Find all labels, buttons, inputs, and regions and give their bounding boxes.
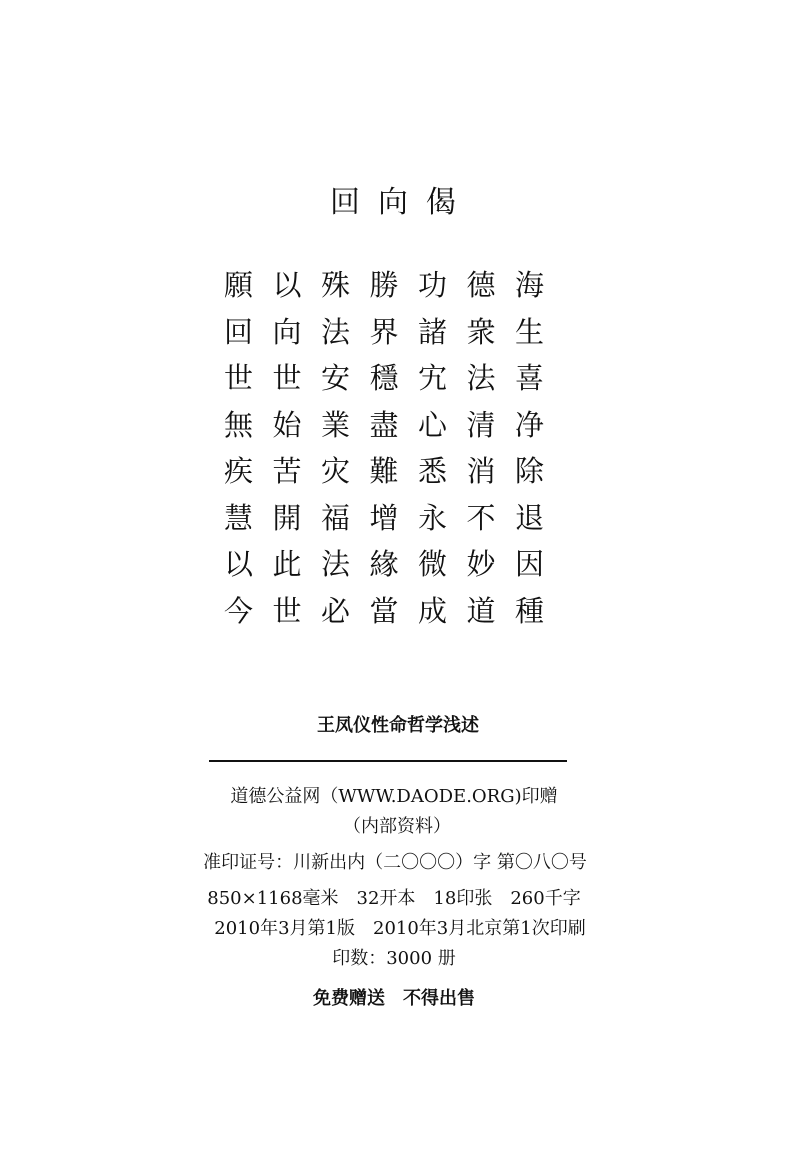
verse-char: 今 [224,593,254,628]
verse-char: 生 [515,314,545,349]
format-specs: 850×1168毫米 32开本 18印张 260千字 [207,888,581,909]
verse-char: 海 [515,268,545,303]
verse-char: 苦 [272,454,302,489]
verse-char: 法 [466,361,496,396]
verse-char: 以 [224,547,254,582]
verse-char: 宄 [418,361,448,396]
verse-char: 妙 [466,547,496,582]
verse-char: 永 [418,500,448,535]
verse-char: 盡 [369,407,399,442]
verse-char: 始 [272,407,302,442]
gift-line: 道德公益网（WWW.DAODE.ORG)印赠 [230,786,558,807]
verse-char: 向 [272,314,302,349]
verse-char: 消 [466,454,496,489]
verse-char: 悉 [418,454,448,489]
print-permit-number: 准印证号：川新出内（二〇〇〇）字 第〇八〇号 [203,852,587,873]
free-distribution-notice: 免费赠送 不得出售 [313,988,475,1009]
verse-char: 因 [515,547,545,582]
verse-char: 法 [321,314,351,349]
verse-char: 疾 [224,454,254,489]
verse-char: 以 [272,268,302,303]
verse-char: 成 [418,593,448,628]
print-run: 印数：3000 册 [332,948,456,969]
verse-char: 必 [321,593,351,628]
verse-char: 無 [224,407,254,442]
verse-line [224,262,564,309]
verse-char: 勝 [369,268,399,303]
verse-char: 除 [515,454,545,489]
verse-line [224,588,564,635]
verse-char: 世 [272,361,302,396]
verse-char: 增 [369,500,399,535]
verse-char: 退 [515,500,545,535]
verse-line [224,495,564,542]
colophon-divider [209,760,567,762]
verse-char: 業 [321,407,351,442]
verse-char: 世 [224,361,254,396]
verse-char: 德 [466,268,496,303]
verse-char: 灾 [321,454,351,489]
internal-material-note: （内部资料） [343,816,451,837]
verse-char: 界 [369,314,399,349]
verse-line [224,309,564,356]
dedication-verses [224,262,564,634]
verse-line [224,402,564,449]
verse-char: 清 [466,407,496,442]
verse-char: 福 [321,500,351,535]
verse-char: 喜 [515,361,545,396]
verse-char: 殊 [321,268,351,303]
verse-char: 開 [272,500,302,535]
verse-char: 願 [224,268,254,303]
verse-char: 微 [418,547,448,582]
verse-char: 衆 [466,314,496,349]
verse-char: 安 [321,361,351,396]
verse-char: 此 [272,547,302,582]
verse-char: 法 [321,547,351,582]
edition-info: 2010年3月第1版 2010年3月北京第1次印刷 [214,918,586,939]
verse-line [224,448,564,495]
verse-char: 難 [369,454,399,489]
verse-char: 世 [272,593,302,628]
verse-char: 不 [466,500,496,535]
verse-char: 諸 [418,314,448,349]
verse-line [224,355,564,402]
verse-char: 慧 [224,500,254,535]
dedication-title: 回向偈 [330,185,474,220]
verse-line [224,541,564,588]
verse-char: 回 [224,314,254,349]
book-title: 王凤仪性命哲学浅述 [317,715,479,736]
verse-char: 穩 [369,361,399,396]
verse-char: 净 [515,407,545,442]
verse-char: 當 [369,593,399,628]
verse-char: 緣 [369,547,399,582]
verse-char: 種 [515,593,545,628]
verse-char: 道 [466,593,496,628]
verse-char: 功 [418,268,448,303]
verse-char: 心 [418,407,448,442]
